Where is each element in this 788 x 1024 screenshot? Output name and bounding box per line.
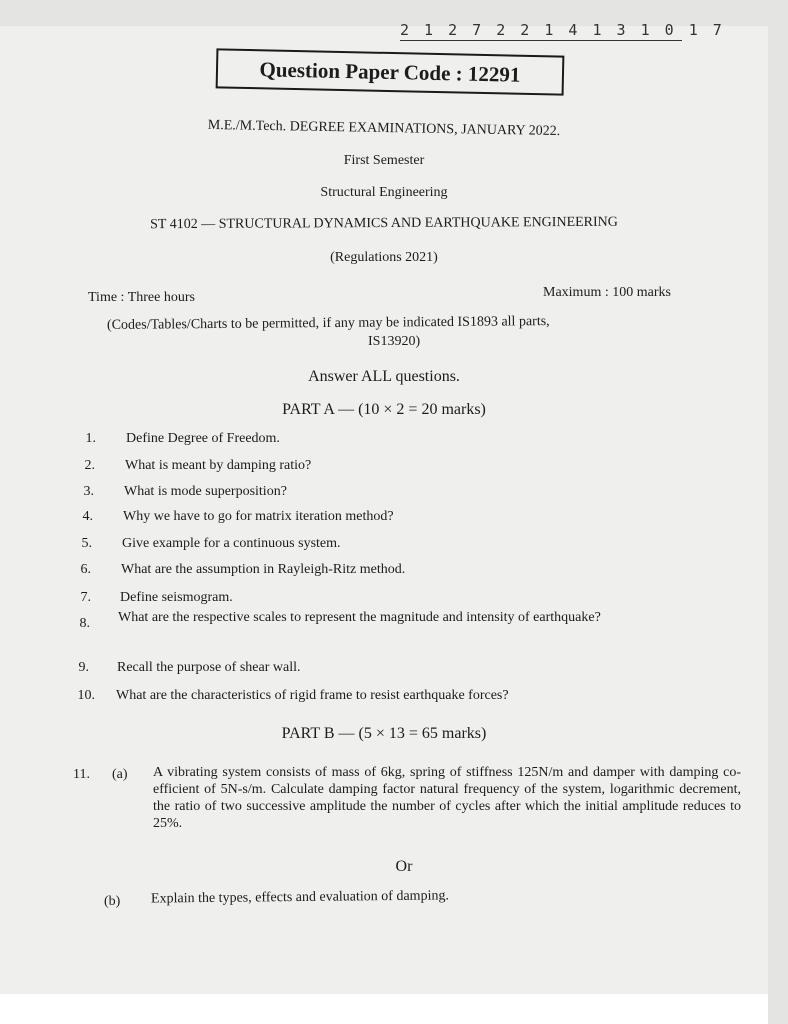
sub-question-label: (b) xyxy=(104,894,121,909)
branch: Structural Engineering xyxy=(320,185,448,200)
codes-note-line-2: IS13920) xyxy=(368,334,421,349)
question-text: What is meant by damping ratio? xyxy=(125,458,312,473)
question-number: 3. xyxy=(83,484,94,499)
sub-question-label: (a) xyxy=(112,767,128,782)
question-number: 1. xyxy=(85,431,96,446)
question-text: Give example for a continuous system. xyxy=(122,536,341,551)
exam-title: M.E./M.Tech. DEGREE EXAMINATIONS, JANUARY 2022. xyxy=(207,117,561,140)
question-text: What are the respective scales to represent the magnitude and intensity of earthquake? xyxy=(118,610,601,625)
maximum-marks: Maximum : 100 marks xyxy=(543,285,671,300)
question-text: A vibrating system consists of mass of 6kg, spring of stiffness 125N/m and damper with damping co-efficient of 5N-s/m. Calculate damping factor natural frequency of the system, logarithmic decrement, the ratio of two successive amplitude the number of cycles after which the initial amplitude reduces to 25%. xyxy=(153,765,741,831)
part-b-heading: PART B — (5 × 13 = 65 marks) xyxy=(281,725,487,742)
part-a-heading: PART A — (10 × 2 = 20 marks) xyxy=(282,401,486,418)
question-text: Why we have to go for matrix iteration method? xyxy=(123,509,394,524)
semester: First Semester xyxy=(343,153,425,168)
background-margin xyxy=(0,994,768,1024)
question-number: 10. xyxy=(77,688,95,703)
question-number: 8. xyxy=(79,616,90,631)
question-number: 9. xyxy=(78,660,89,675)
question-number: 5. xyxy=(81,536,92,551)
question-number: 7. xyxy=(80,590,91,605)
instruction: Answer ALL questions. xyxy=(308,368,460,385)
or-separator: Or xyxy=(395,858,413,875)
question-number: 6. xyxy=(80,562,91,577)
question-text: Recall the purpose of shear wall. xyxy=(117,660,301,675)
question-text: What are the assumption in Rayleigh-Ritz method. xyxy=(121,562,406,577)
question-paper-code: Question Paper Code : 12291 xyxy=(216,48,565,95)
register-number-field: 2 1 2 7 2 2 1 4 1 3 1 0 1 7 xyxy=(400,21,725,39)
question-text: Explain the types, effects and evaluation of damping. xyxy=(150,888,450,907)
question-text: What are the characteristics of rigid frame to resist earthquake forces? xyxy=(116,688,509,703)
duration: Time : Three hours xyxy=(88,290,195,305)
course-title: ST 4102 — STRUCTURAL DYNAMICS AND EARTHQUAKE ENGINEERING xyxy=(150,214,618,233)
regulations: (Regulations 2021) xyxy=(330,250,438,265)
question-text: Define seismogram. xyxy=(120,590,233,605)
question-number: 11. xyxy=(73,767,90,782)
question-text: What is mode superposition? xyxy=(124,484,287,499)
codes-note-line-1: (Codes/Tables/Charts to be permitted, if any may be indicated IS1893 all parts, xyxy=(106,314,550,333)
question-number: 2. xyxy=(84,458,95,473)
question-number: 4. xyxy=(82,509,93,524)
question-text: Define Degree of Freedom. xyxy=(126,431,280,446)
